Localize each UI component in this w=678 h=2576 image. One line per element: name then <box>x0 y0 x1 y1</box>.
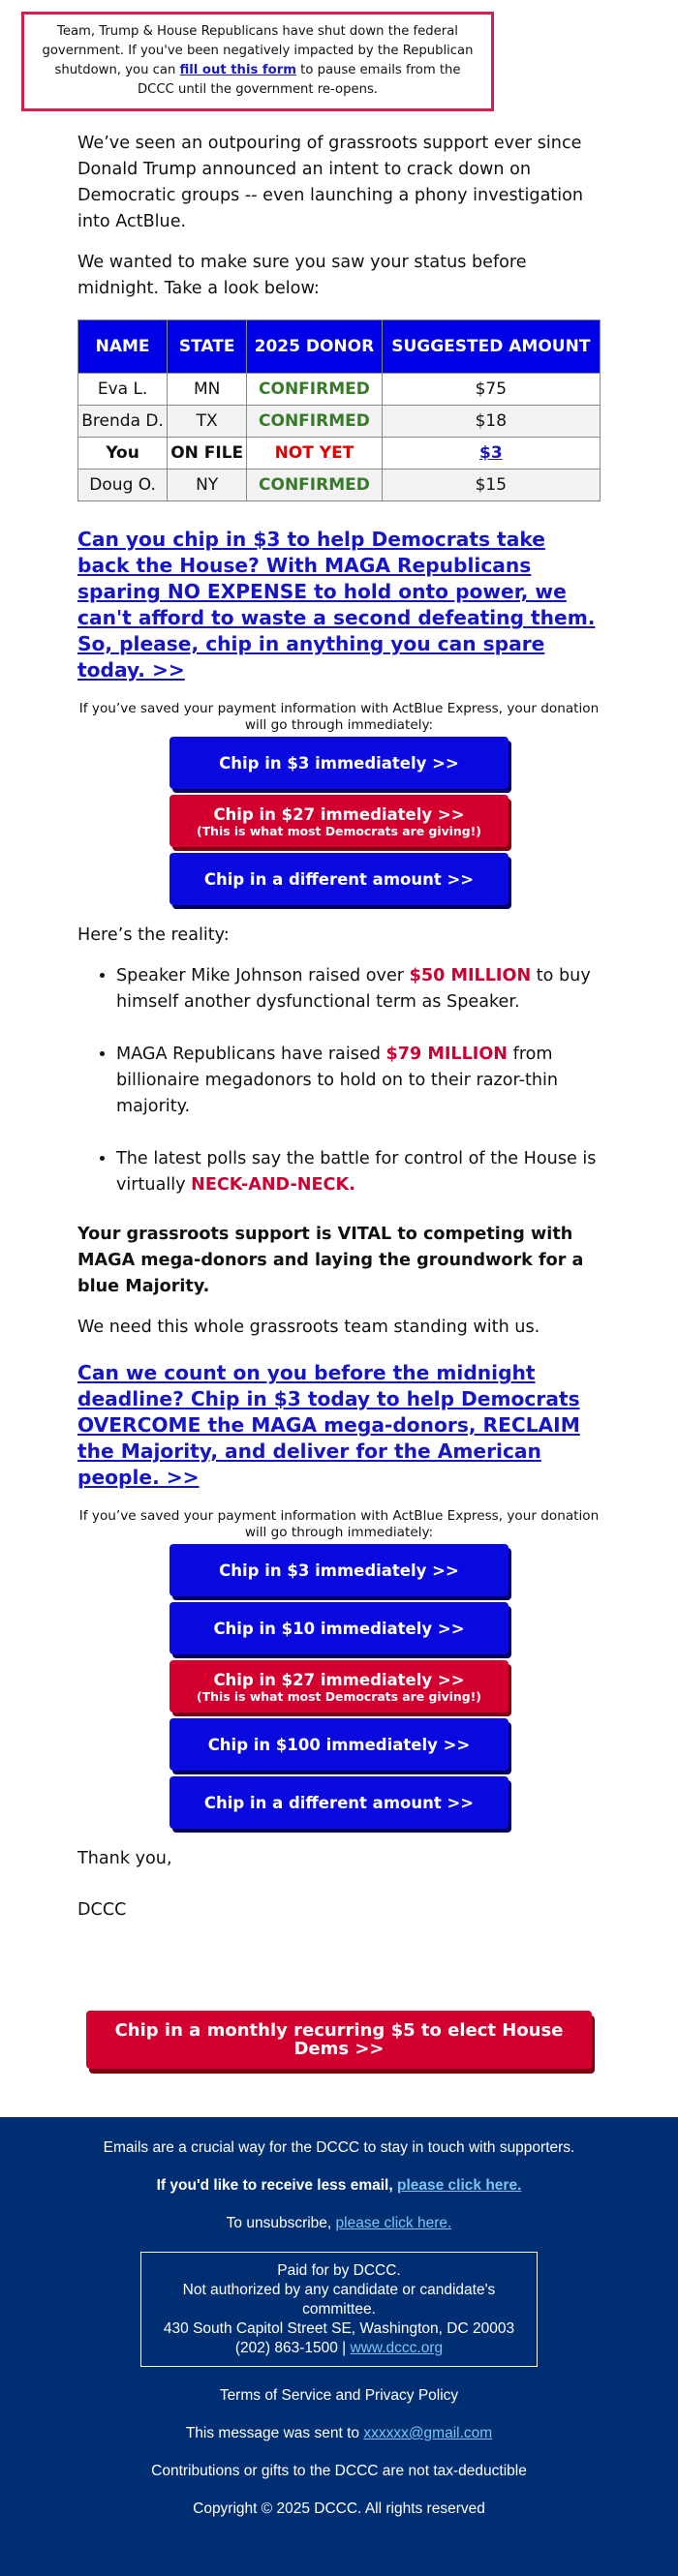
terms-privacy-link[interactable]: Terms of Service and Privacy Policy <box>219 2387 459 2404</box>
disclaimer-contact <box>147 2339 531 2358</box>
disclaimer-line: Not authorized by any candidate or candidate's committee. <box>182 2282 496 2318</box>
list-item <box>116 963 601 1015</box>
bullet-text: to buy himself another dysfunctional term as Speaker. <box>116 966 591 1012</box>
cell-name: You <box>78 438 168 470</box>
fill-out-form-link[interactable]: fill out this form <box>179 63 296 77</box>
header-state: STATE <box>168 320 247 374</box>
email-body <box>0 12 678 2576</box>
donate-buttons-group-1 <box>170 737 508 905</box>
unsubscribe-line <box>0 2214 678 2233</box>
footer <box>0 2117 678 2576</box>
chip-in-cta-link-2[interactable]: Can we count on you before the midnight deadline? Chip in $3 today to help Democrats OVERCOME the MAGA mega-donors, RECLAIM the Majority, and deliver for the American people. >> <box>77 1361 580 1489</box>
tax-notice: Contributions or gifts to the DCCC are not tax-deductible <box>151 2463 527 2479</box>
cell-state: ON FILE <box>168 438 247 470</box>
button-sublabel: (This is what most Democrats are giving!) <box>197 1688 481 1704</box>
bullet-highlight: $50 MILLION <box>409 966 532 985</box>
table-row <box>78 374 601 406</box>
paid-for-disclaimer <box>140 2252 538 2367</box>
unsubscribe-text: To unsubscribe, <box>226 2215 336 2231</box>
button-label: Chip in $27 immediately >> <box>213 1670 465 1689</box>
header-amount: SUGGESTED AMOUNT <box>382 320 600 374</box>
button-label: Chip in a different amount >> <box>203 1793 475 1812</box>
button-label: Chip in $27 immediately >> <box>213 804 465 824</box>
phone-number: (202) 863-1500 | <box>234 2340 351 2356</box>
donor-status-table <box>77 319 601 501</box>
team-paragraph: We need this whole grassroots team standing with us. <box>77 1318 540 1337</box>
list-item <box>116 1146 601 1198</box>
less-email-link[interactable]: please click here. <box>396 2177 522 2194</box>
monthly-recurring-button[interactable] <box>86 2011 592 2069</box>
cell-state: MN <box>168 374 247 406</box>
main-content <box>0 131 678 1924</box>
chip-in-3-button[interactable] <box>170 737 508 789</box>
intro-paragraph-1: We’ve seen an outpouring of grassroots support ever since Donald Trump announced an intent to crack down on Democratic groups -- even launching a phony investigation into ActBlue. <box>77 134 584 231</box>
footer-intro: Emails are a crucial way for the DCCC to stay in touch with supporters. <box>103 2139 575 2156</box>
chip-in-100-button[interactable] <box>170 1718 508 1771</box>
thanks-text: Thank you, <box>77 1849 172 1868</box>
button-label: Chip in $3 immediately >> <box>219 1561 459 1580</box>
copyright: Copyright © 2025 DCCC. All rights reserved <box>193 2500 485 2517</box>
sent-to-line <box>0 2424 678 2443</box>
list-item <box>116 1042 601 1120</box>
bullet-highlight: $79 MILLION <box>385 1045 508 1064</box>
disclaimer-line: Paid for by DCCC. <box>277 2262 401 2279</box>
header-donor: 2025 DONOR <box>247 320 382 374</box>
cell-amount: $15 <box>382 470 600 501</box>
notice-text-before: Team, Trump & House Republicans have shut down the federal government. If you've been negatively impacted by the Republican shutdown, you can <box>42 24 474 77</box>
chip-in-27-button[interactable] <box>170 795 508 847</box>
table-header-row <box>78 320 601 374</box>
reality-intro: Here’s the reality: <box>77 925 230 945</box>
cell-state: NY <box>168 470 247 501</box>
sender-signature: DCCC <box>77 1900 127 1920</box>
bullet-text: Speaker Mike Johnson raised over <box>116 966 410 985</box>
suggested-amount-link[interactable]: $3 <box>478 443 503 463</box>
cell-name: Eva L. <box>78 374 168 406</box>
shutdown-notice <box>21 12 494 111</box>
bullet-text: The latest polls say the battle for control of the House is virtually <box>116 1149 597 1195</box>
button-label: Chip in a monthly recurring $5 to elect House Dems >> <box>114 2020 564 2059</box>
button-label: Chip in a different amount >> <box>203 869 475 889</box>
chip-in-different-amount-button[interactable] <box>170 853 508 905</box>
chip-in-different-amount-button[interactable] <box>170 1776 508 1829</box>
table-row-you <box>78 438 601 470</box>
cell-donor-status: NOT YET <box>247 438 382 470</box>
button-sublabel: (This is what most Democrats are giving!) <box>197 823 481 838</box>
sent-to-text: This message was sent to <box>185 2425 364 2441</box>
chip-in-27-button[interactable] <box>170 1660 508 1712</box>
recipient-email-link[interactable]: xxxxxx@gmail.com <box>363 2425 493 2441</box>
unsubscribe-link[interactable]: please click here. <box>335 2215 452 2231</box>
bullet-highlight: NECK-AND-NECK. <box>191 1175 355 1195</box>
table-row <box>78 406 601 438</box>
table-row <box>78 470 601 501</box>
bullet-text: from billionaire megadonors to hold on to their razor-thin majority. <box>116 1045 559 1116</box>
cell-donor-status: CONFIRMED <box>247 470 382 501</box>
button-label: Chip in $100 immediately >> <box>207 1735 471 1754</box>
cell-amount: $75 <box>382 374 600 406</box>
bullet-text: MAGA Republicans have raised <box>116 1045 386 1064</box>
cell-amount: $18 <box>382 406 600 438</box>
header-name: NAME <box>78 320 168 374</box>
disclaimer-address: 430 South Capitol Street SE, Washington, DC 20003 <box>163 2320 515 2337</box>
donate-buttons-group-2 <box>170 1544 508 1829</box>
cell-donor-status: CONFIRMED <box>247 374 382 406</box>
vital-paragraph: Your grassroots support is VITAL to competing with MAGA mega-donors and laying the groundwork for a blue Majority. <box>77 1225 584 1296</box>
button-label: Chip in $3 immediately >> <box>219 753 459 773</box>
reality-list <box>77 963 601 1198</box>
cell-name: Brenda D. <box>78 406 168 438</box>
less-email-line <box>0 2176 678 2196</box>
notice-text-after: to pause emails from the DCCC until the government re-opens. <box>137 63 461 97</box>
less-email-text: If you'd like to receive less email, <box>156 2177 397 2194</box>
button-label: Chip in $10 immediately >> <box>213 1619 465 1638</box>
chip-in-3-button[interactable] <box>170 1544 508 1596</box>
chip-in-cta-link-1[interactable]: Can you chip in $3 to help Democrats take back the House? With MAGA Republicans sparing NO EXPENSE to hold onto power, we can't afford to waste a second defeating them. So, please, chip in anything you can spare today. >> <box>77 528 596 682</box>
express-note-2: If you’ve saved your payment information with ActBlue Express, your donation will go through immediately: <box>78 1508 600 1540</box>
cell-donor-status: CONFIRMED <box>247 406 382 438</box>
intro-paragraph-2: We wanted to make sure you saw your status before midnight. Take a look below: <box>77 253 527 298</box>
cell-name: Doug O. <box>78 470 168 501</box>
chip-in-10-button[interactable] <box>170 1602 508 1654</box>
express-note-1: If you’ve saved your payment information with ActBlue Express, your donation will go through immediately: <box>78 701 600 733</box>
cell-state: TX <box>168 406 247 438</box>
website-link[interactable]: www.dccc.org <box>350 2340 444 2356</box>
cell-amount <box>382 438 600 470</box>
